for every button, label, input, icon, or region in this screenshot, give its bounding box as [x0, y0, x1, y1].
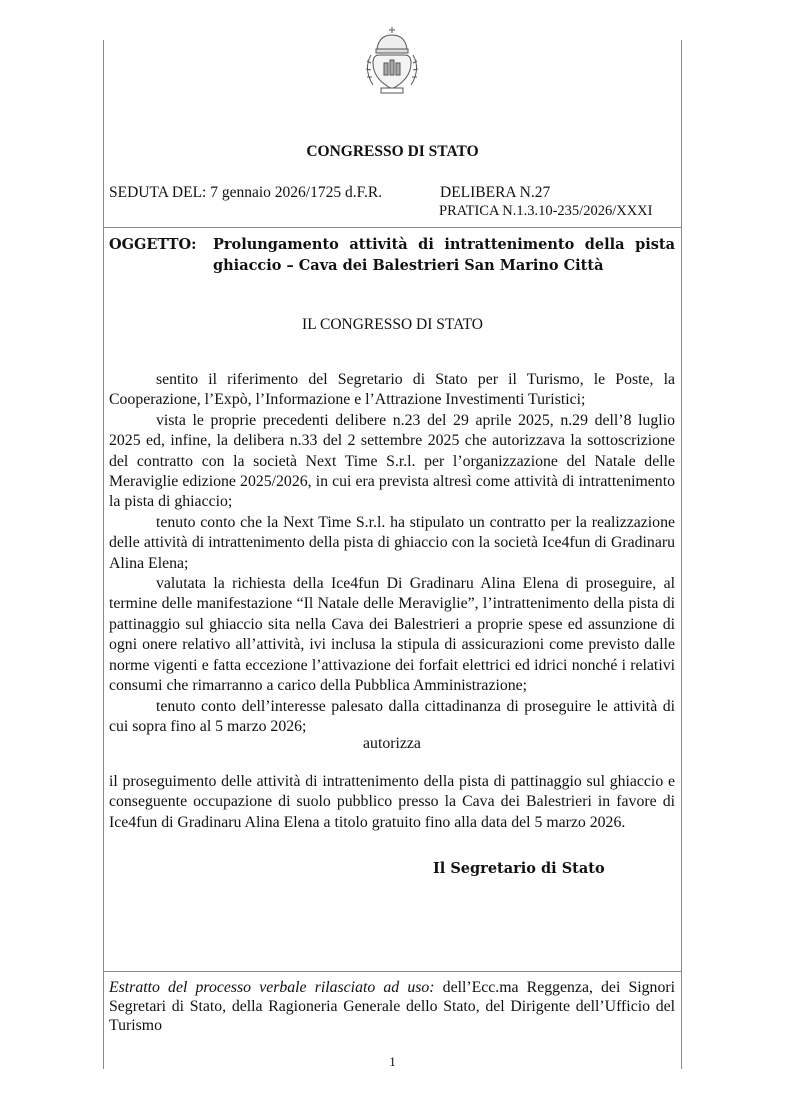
left-border-line	[103, 40, 104, 1069]
right-border-line	[681, 40, 682, 1069]
distribution-lead: Estratto del processo verbale rilasciato ad uso:	[109, 979, 435, 996]
premise-paragraph: sentito il riferimento del Segretario di Stato per il Turismo, le Poste, la Cooperazione, l’Expò, l’Informazione e l’Attrazione Investimenti Turistici;	[109, 371, 675, 409]
decision-block	[109, 772, 675, 833]
subject-label: OGGETTO:	[109, 236, 197, 253]
distribution-recipients: dell’Ecc.ma Reggenza, dei Signori Segretari di Stato, della Ragioneria Generale dello Stato, del Dirigente dell’Ufficio del Turismo	[109, 979, 675, 1034]
pratica-number: PRATICA N.1.3.10-235/2026/XXXI	[439, 203, 653, 219]
header-divider	[104, 227, 681, 228]
subject-text: Prolungamento attività di intrattenimento della pista ghiaccio – Cava dei Balestrieri San Marino Città	[213, 236, 675, 274]
premises-block	[109, 370, 675, 737]
document-title: CONGRESSO DI STATO	[306, 143, 479, 160]
seduta-date: SEDUTA DEL: 7 gennaio 2026/1725 d.F.R.	[109, 184, 383, 201]
page-number: 1	[389, 1054, 396, 1069]
coat-of-arms-icon	[357, 25, 427, 101]
distribution-note	[109, 978, 675, 1035]
premise-paragraph: valutata la richiesta della Ice4fun Di Gradinaru Alina Elena di proseguire, al termine delle manifestazione “Il Natale delle Meraviglie”, l’intrattenimento della pista di pattinaggio sul ghiaccio sita nella Cava dei Balestrieri a proprie spese ed assunzione di ogni onere relativo all’attività, ivi inclusa la stipula di assicurazioni come previsto dalle norme vigenti e fatta eccezione l’attivazione dei forfait elettrici ed idrici nonché i relativi consumi che rimarranno a carico della Pubblica Amministrazione;	[109, 575, 675, 695]
signature: Il Segretario di Stato	[433, 860, 605, 877]
premise-paragraph: tenuto conto dell’interesse palesato dalla cittadinanza di proseguire le attività di cui sopra fino al 5 marzo 2026;	[109, 697, 675, 735]
decision-verb: autorizza	[363, 735, 421, 752]
delibera-number: DELIBERA N.27	[440, 184, 551, 201]
subject-block	[109, 234, 675, 276]
section-heading: IL CONGRESSO DI STATO	[302, 316, 483, 333]
footer-divider	[104, 971, 681, 972]
premise-paragraph: tenuto conto che la Next Time S.r.l. ha stipulato un contratto per la realizzazione delle attività di intrattenimento della pista di ghiaccio con la società Ice4fun di Gradinaru Alina Elena;	[109, 513, 675, 572]
decision-text: il proseguimento delle attività di intrattenimento della pista di pattinaggio sul ghiaccio e conseguente occupazione di suolo pubblico presso la Cava dei Balestrieri in favore di Ice4fun di Gradinaru Alina Elena a titolo gratuito fino alla data del 5 marzo 2026.	[109, 773, 675, 831]
premise-paragraph: vista le proprie precedenti delibere n.23 del 29 aprile 2025, n.29 dell’8 luglio 2025 ed, infine, la delibera n.33 del 2 settembre 2025 che autorizzava la sottoscrizione del contratto con la società Next Time S.r.l. per l’organizzazione del Natale delle Meraviglie edizione 2025/2026, in cui era prevista altresì come attività di intrattenimento la pista di ghiaccio;	[109, 411, 675, 511]
